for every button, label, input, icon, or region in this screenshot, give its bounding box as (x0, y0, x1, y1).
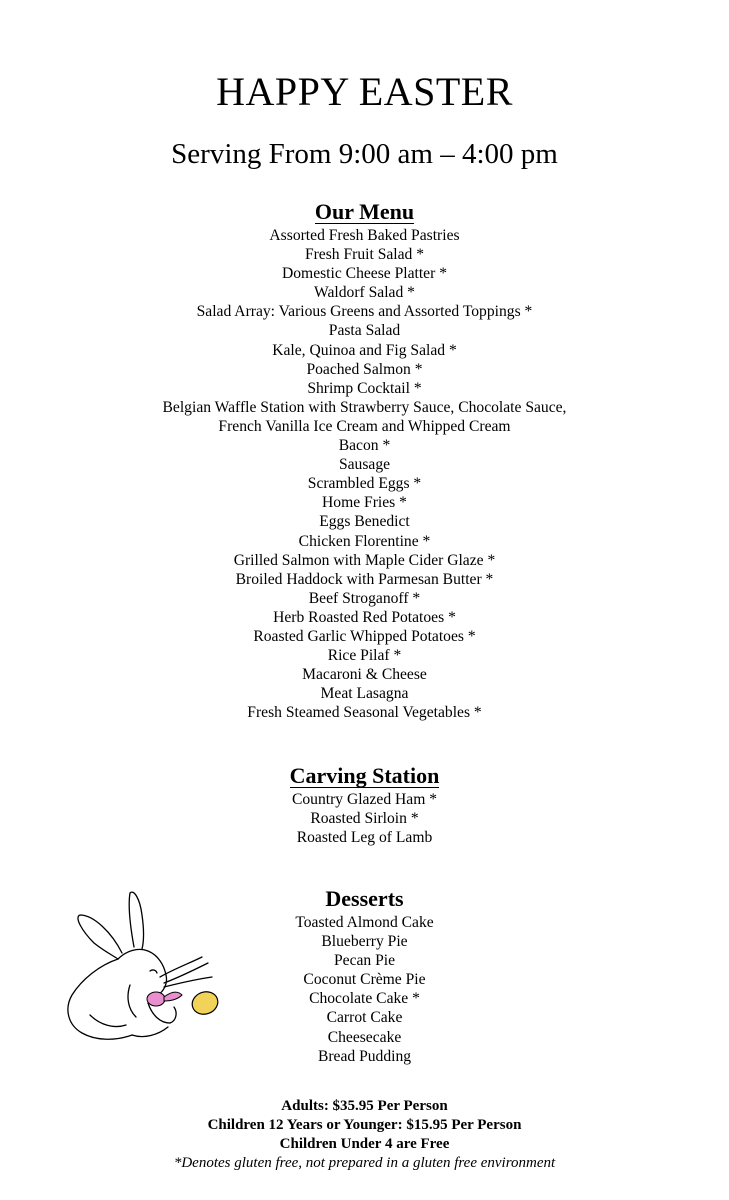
list-item: Assorted Fresh Baked Pastries (269, 227, 460, 244)
list-item: Toasted Almond Cake (295, 914, 434, 931)
list-item: Waldorf Salad * (314, 284, 415, 302)
list-item: Sausage (338, 456, 391, 474)
carving-list (0, 790, 729, 847)
under4-price: Children Under 4 are Free (279, 1136, 450, 1152)
list-item: Country Glazed Ham * (291, 791, 438, 808)
carving-heading-label: Carving Station (289, 763, 440, 788)
list-item: Kale, Quinoa and Fig Salad * (272, 341, 457, 359)
list-item: Pecan Pie (333, 952, 396, 970)
adult-price: Adults: $35.95 Per Person (281, 1098, 448, 1114)
list-item: Fresh Fruit Salad * (304, 246, 425, 264)
pricing (0, 1097, 729, 1154)
carving-heading (0, 763, 729, 789)
list-item: Shrimp Cocktail * (307, 379, 422, 397)
list-item: Herb Roasted Red Potatoes * (273, 608, 456, 626)
list-item: Macaroni & Cheese (302, 666, 427, 684)
list-item: Bacon * (338, 437, 391, 455)
menu-heading-label: Our Menu (314, 199, 415, 224)
list-item: Salad Array: Various Greens and Assorted Toppings * (196, 303, 533, 321)
menu-heading (0, 199, 729, 225)
list-item: Roasted Leg of Lamb (296, 829, 433, 847)
list-item: Scrambled Eggs * (307, 475, 422, 493)
list-item: French Vanilla Ice Cream and Whipped Cream (218, 417, 511, 435)
list-item: Roasted Garlic Whipped Potatoes * (253, 627, 476, 645)
list-item: Coconut Crème Pie (303, 971, 426, 989)
list-item: Poached Salmon * (306, 360, 423, 378)
list-item: Domestic Cheese Platter * (282, 265, 447, 283)
list-item: Carrot Cake (326, 1009, 403, 1027)
list-item: Blueberry Pie (321, 933, 408, 951)
page-title: HAPPY EASTER (216, 69, 513, 114)
list-item: Belgian Waffle Station with Strawberry Sauce, Chocolate Sauce, (162, 398, 567, 416)
list-item: Meat Lasagna (320, 685, 409, 703)
list-item: Pasta Salad (328, 322, 401, 340)
list-item: Eggs Benedict (319, 513, 410, 531)
desserts-heading-label: Desserts (325, 886, 404, 911)
list-item: Fresh Steamed Seasonal Vegetables * (247, 704, 482, 722)
child-price: Children 12 Years or Younger: $15.95 Per Person (207, 1117, 522, 1133)
list-item: Beef Stroganoff * (308, 589, 421, 607)
list-item: Cheesecake (327, 1028, 402, 1046)
gluten-free-note: *Denotes gluten free, not prepared in a gluten free environment (173, 1155, 556, 1171)
list-item: Broiled Haddock with Parmesan Butter * (235, 570, 494, 588)
list-item: Roasted Sirloin * (310, 810, 419, 828)
list-item: Bread Pudding (317, 1047, 412, 1065)
list-item: Grilled Salmon with Maple Cider Glaze * (233, 551, 496, 569)
list-item: Home Fries * (322, 494, 407, 512)
serving-hours: Serving From 9:00 am – 4:00 pm (171, 138, 558, 170)
list-item: Rice Pilaf * (327, 647, 402, 665)
menu-list (0, 226, 729, 722)
list-item: Chicken Florentine * (298, 532, 431, 550)
list-item: Chocolate Cake * (309, 990, 420, 1008)
bunny-illustration (60, 885, 230, 1055)
